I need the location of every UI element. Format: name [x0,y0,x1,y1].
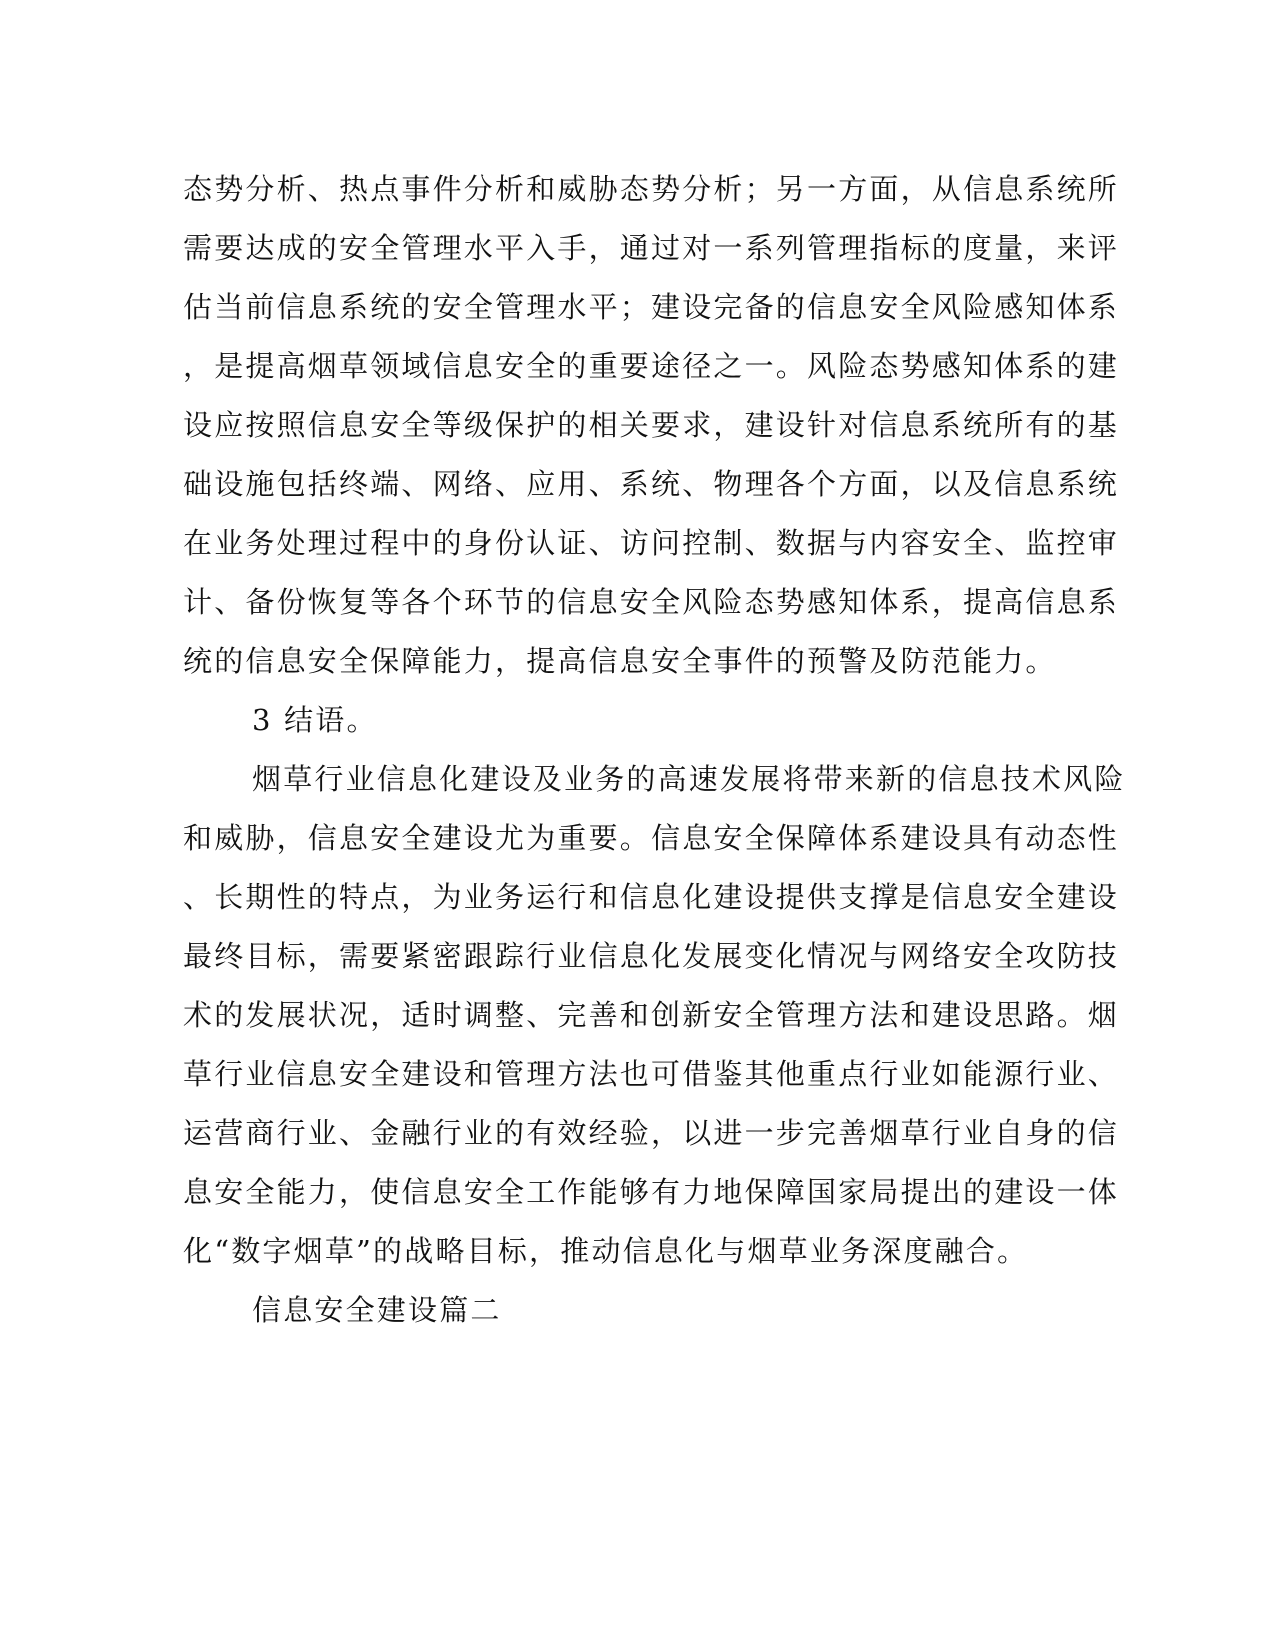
text-line: 烟草行业信息化建设及业务的高速发展将带来新的信息技术风险 [252,762,1126,796]
section-heading-conclusion [183,691,1063,750]
text-line: 设应按照信息安全等级保护的相关要求，建设针对信息系统所有的基 [183,408,1120,442]
document-body [183,160,1126,1340]
text-line: 和威胁，信息安全建设尤为重要。信息安全保障体系建设具有动态性 [183,821,1120,855]
text-line: 态势分析、热点事件分析和威胁态势分析；另一方面，从信息系统所 [183,172,1120,206]
text-line: 化“数字烟草”的战略目标，推动信息化与烟草业务深度融合。 [183,1234,1029,1268]
text-line: 运营商行业、金融行业的有效经验，以进一步完善烟草行业自身的信 [183,1116,1120,1150]
text-line: 术的发展状况，适时调整、完善和创新安全管理方法和建设思路。烟 [183,998,1120,1032]
text-line: 息安全能力，使信息安全工作能够有力地保障国家局提出的建设一体 [183,1175,1120,1209]
section-heading-part-two [183,1281,1063,1340]
text-line: 、长期性的特点，为业务运行和信息化建设提供支撑是信息安全建设 [183,880,1120,914]
heading-text: 3 结语。 [252,703,378,737]
paragraph-risk-awareness [183,160,1120,691]
text-line: 估当前信息系统的安全管理水平；建设完备的信息安全风险感知体系 [183,290,1120,324]
heading-text: 信息安全建设篇二 [252,1293,502,1327]
text-line: 草行业信息安全建设和管理方法也可借鉴其他重点行业如能源行业、 [183,1057,1120,1091]
paragraph-conclusion [183,750,1126,1281]
text-line: 需要达成的安全管理水平入手，通过对一系列管理指标的度量，来评 [183,231,1120,265]
text-line: 最终目标，需要紧密跟踪行业信息化发展变化情况与网络安全攻防技 [183,939,1120,973]
text-line: 计、备份恢复等各个环节的信息安全风险态势感知体系，提高信息系 [183,585,1120,619]
text-line: 在业务处理过程中的身份认证、访问控制、数据与内容安全、监控审 [183,526,1120,560]
text-line: ，是提高烟草领域信息安全的重要途径之一。风险态势感知体系的建 [183,349,1120,383]
text-line: 础设施包括终端、网络、应用、系统、物理各个方面，以及信息系统 [183,467,1120,501]
text-line: 统的信息安全保障能力，提高信息安全事件的预警及防范能力。 [183,644,1057,678]
